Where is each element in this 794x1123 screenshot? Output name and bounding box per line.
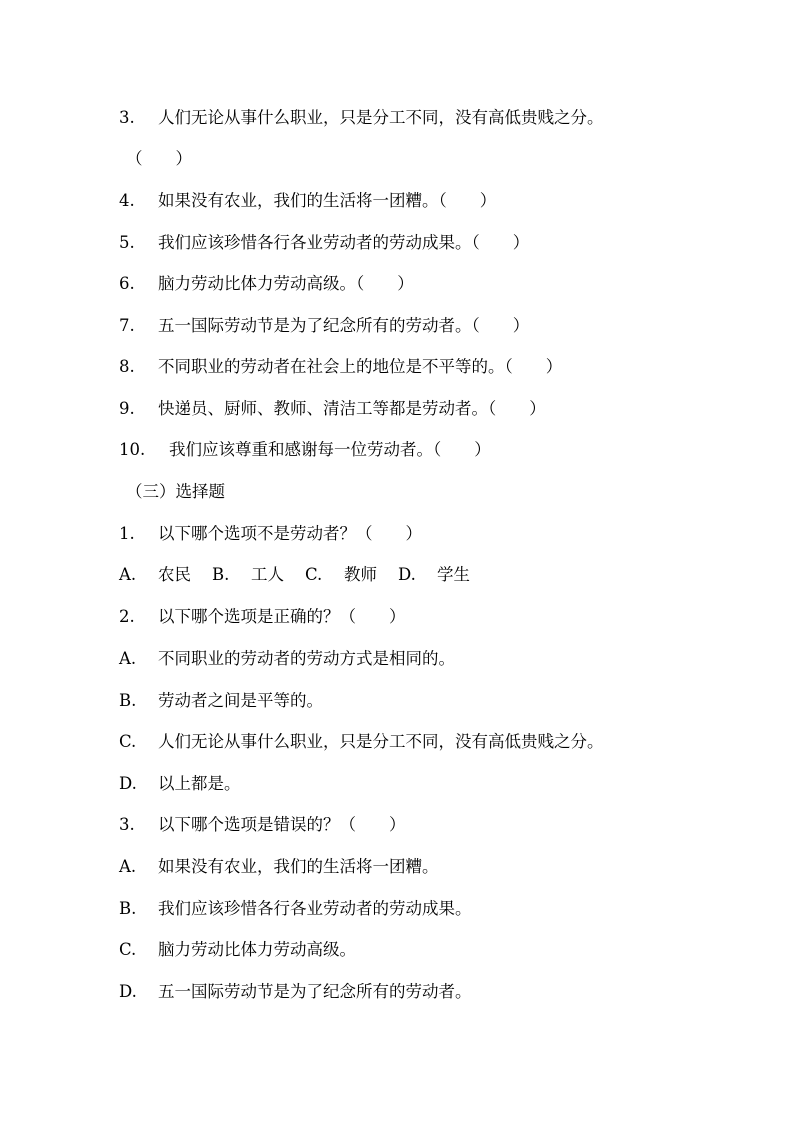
option-text: 人们无论从事什么职业，只是分工不同，没有高低贵贱之分。 [158, 732, 604, 751]
option-letter: C. [119, 940, 137, 959]
question-number: 1. [119, 524, 135, 543]
choice-question-1-options [0, 560, 794, 590]
item-text: 快递员、厨师、教师、清洁工等都是劳动者。（ ） [158, 399, 546, 418]
item-text: 我们应该尊重和感谢每一位劳动者。（ ） [169, 440, 491, 459]
question-text: 以下哪个选项是正确的？（ ） [158, 607, 406, 626]
option-letter: B. [212, 565, 230, 584]
option-text: 工人 [251, 565, 284, 584]
section-heading: （三）选择题 [126, 482, 225, 501]
option-text: 如果没有农业，我们的生活将一团糟。 [158, 857, 439, 876]
option-text: 学生 [437, 565, 470, 584]
item-number: 6. [119, 274, 135, 293]
option-text: 劳动者之间是平等的。 [158, 691, 323, 710]
option-letter: C. [119, 732, 137, 751]
question-number: 3. [119, 815, 135, 834]
option-letter: A. [119, 857, 137, 876]
option-letter: B. [119, 899, 137, 918]
option-letter: C. [305, 565, 323, 584]
option-text: 我们应该珍惜各行各业劳动者的劳动成果。 [158, 899, 472, 918]
question-text: 以下哪个选项不是劳动者？（ ） [158, 524, 422, 543]
option-letter: A. [119, 649, 137, 668]
option-letter: D. [119, 774, 137, 793]
item-number: 10. [119, 440, 146, 459]
item-number: 3. [119, 108, 135, 127]
question-text: 以下哪个选项是错误的？（ ） [158, 815, 406, 834]
item-number: 9. [119, 399, 135, 418]
answer-bracket: （ ） [126, 149, 192, 168]
option-letter: A. [119, 565, 137, 584]
option-letter: D. [119, 982, 137, 1001]
item-text: 人们无论从事什么职业，只是分工不同，没有高低贵贱之分。 [158, 108, 604, 127]
question-number: 2. [119, 607, 135, 626]
item-number: 4. [119, 191, 135, 210]
item-text: 五一国际劳动节是为了纪念所有的劳动者。（ ） [158, 316, 530, 335]
option-text: 五一国际劳动节是为了纪念所有的劳动者。 [158, 982, 472, 1001]
item-text: 我们应该珍惜各行各业劳动者的劳动成果。（ ） [158, 233, 530, 252]
option-text: 农民 [158, 565, 191, 584]
item-text: 如果没有农业，我们的生活将一团糟。（ ） [158, 191, 497, 210]
item-number: 7. [119, 316, 135, 335]
item-number: 5. [119, 233, 135, 252]
option-text: 以上都是。 [158, 774, 241, 793]
item-number: 8. [119, 357, 135, 376]
option-letter: B. [119, 691, 137, 710]
option-text: 教师 [344, 565, 377, 584]
option-text: 不同职业的劳动者的劳动方式是相同的。 [158, 649, 455, 668]
item-text: 脑力劳动比体力劳动高级。（ ） [158, 274, 414, 293]
item-text: 不同职业的劳动者在社会上的地位是不平等的。（ ） [158, 357, 563, 376]
option-letter: D. [398, 565, 416, 584]
option-text: 脑力劳动比体力劳动高级。 [158, 940, 356, 959]
